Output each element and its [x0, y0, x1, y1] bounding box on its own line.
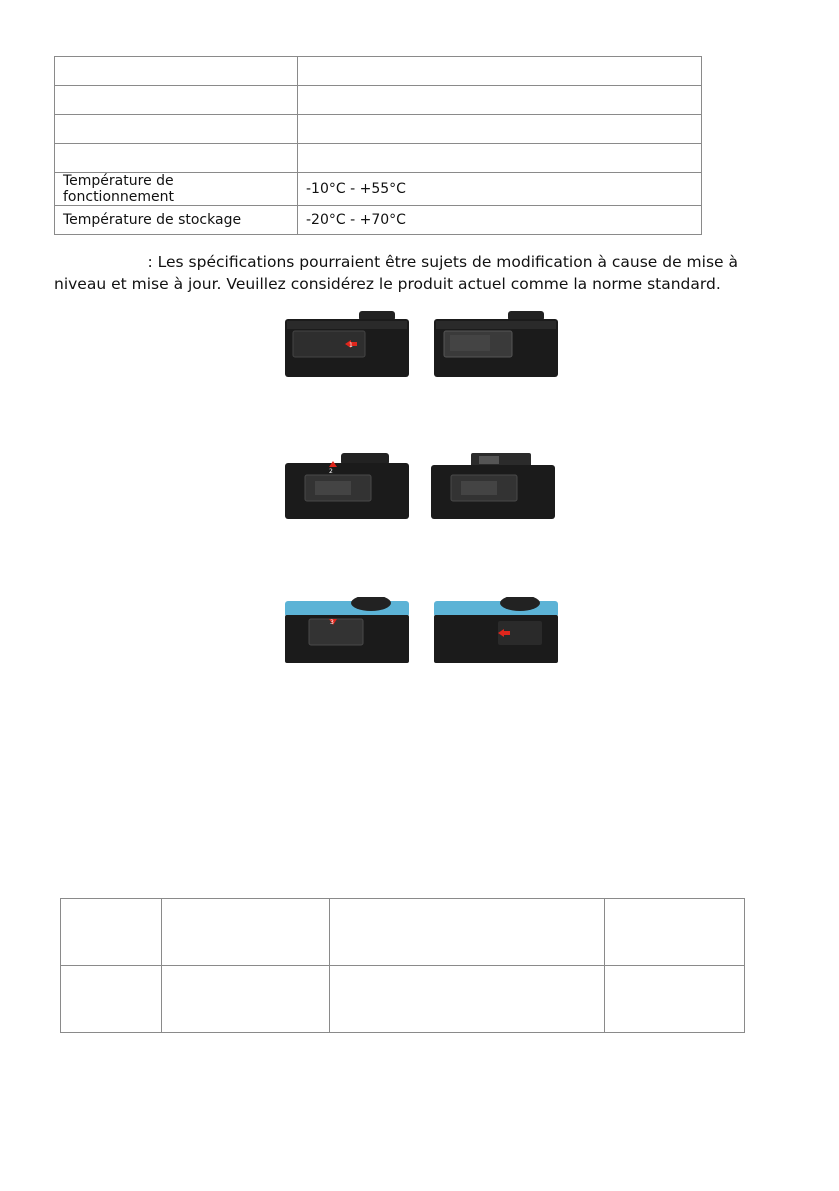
table-row — [61, 899, 745, 966]
table-row — [55, 57, 702, 86]
note-line-2: niveau et mise à jour. Veuillez considérez le produit actuel comme la norme standard. — [54, 275, 721, 293]
table-row — [61, 966, 745, 1033]
spec-value-operating-temperature: -10°C - +55°C — [298, 173, 702, 206]
spec-label — [55, 57, 298, 86]
table-cell — [330, 966, 605, 1033]
step-number-label: 2 — [329, 468, 333, 475]
note-line-1: : Les spécifications pourraient être sujets de modification à cause de mise à — [147, 253, 738, 271]
spec-label — [55, 86, 298, 115]
table-cell — [330, 899, 605, 966]
table-cell — [162, 966, 330, 1033]
specification-note — [54, 251, 738, 295]
step-number-label: 1 — [349, 342, 353, 349]
table-row — [55, 206, 702, 235]
table-row — [55, 115, 702, 144]
camera-step1-after-image — [434, 311, 558, 377]
table-row — [55, 173, 702, 206]
specifications-table — [54, 56, 702, 235]
camera-step2-before-image — [285, 453, 409, 519]
spec-value — [298, 86, 702, 115]
table-cell — [61, 899, 162, 966]
table-cell — [162, 899, 330, 966]
spec-value — [298, 144, 702, 173]
empty-grid-table — [60, 898, 745, 1033]
step-number-label: 3 — [330, 619, 334, 626]
table-cell — [605, 966, 745, 1033]
spec-value — [298, 115, 702, 144]
camera-step1-before-image — [285, 311, 409, 377]
table-row — [55, 144, 702, 173]
spec-label-operating-temperature: Température de fonctionnement — [55, 173, 298, 206]
camera-step3-after-image — [434, 597, 558, 663]
spec-value — [298, 57, 702, 86]
camera-step3-before-image — [285, 597, 409, 663]
table-cell — [61, 966, 162, 1033]
spec-value-storage-temperature: -20°C - +70°C — [298, 206, 702, 235]
spec-label-storage-temperature: Température de stockage — [55, 206, 298, 235]
camera-step2-after-image — [431, 453, 555, 519]
spec-label — [55, 115, 298, 144]
table-cell — [605, 899, 745, 966]
spec-label — [55, 144, 298, 173]
table-row — [55, 86, 702, 115]
